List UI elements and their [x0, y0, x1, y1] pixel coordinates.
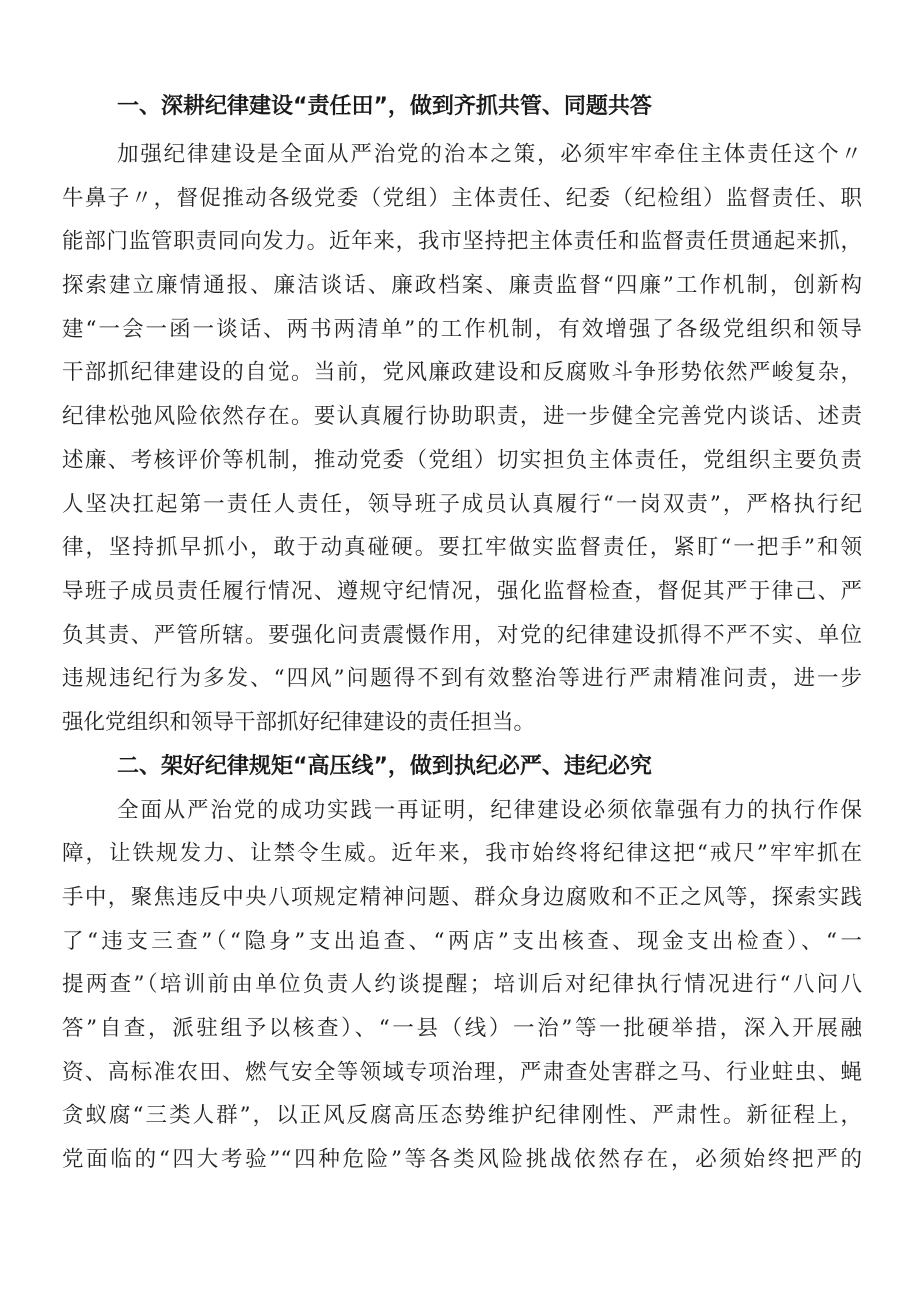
paragraph-line: 了“违支三查”（“隐身”支出追查、“两店”支出核查、现金支出检查）、“一 [62, 928, 862, 954]
paragraph-line: 提两查”（培训前由单位负责人约谈提醒；培训后对纪律执行情况进行“八问八 [62, 972, 862, 998]
paragraph-line: 导班子成员责任履行情况、遵规守纪情况，强化监督检查，督促其严于律己、严 [62, 578, 862, 604]
paragraph-line: 建“一会一函一谈话、两书两清单”的工作机制，有效增强了各级党组织和领导 [62, 316, 862, 342]
paragraph-line: 人坚决扛起第一责任人责任，领导班子成员认真履行“一岗双责”，严格执行纪 [62, 491, 862, 517]
document-page [62, 85, 862, 1182]
paragraph-line: 违规违纪行为多发、“四风”问题得不到有效整治等进行严肃精准问责，进一步 [62, 666, 862, 692]
paragraph-line: 牛鼻子〃，督促推动各级党委（党组）主体责任、纪委（纪检组）监督责任、职 [62, 185, 862, 211]
paragraph-line: 贪蚁腐“三类人群”，以正风反腐高压态势维护纪律刚性、严肃性。新征程上， [62, 1103, 862, 1129]
paragraph-line: 述廉、考核评价等机制，推动党委（党组）切实担负主体责任，党组织主要负责 [62, 447, 862, 473]
paragraph-line: 能部门监管职责同向发力。近年来，我市坚持把主体责任和监督责任贯通起来抓， [62, 229, 862, 255]
paragraph-line: 手中，聚焦违反中央八项规定精神问题、群众身边腐败和不正之风等，探索实践 [62, 885, 862, 910]
paragraph-line: 探索建立廉情通报、廉洁谈话、廉政档案、廉责监督“四廉”工作机制，创新构 [62, 273, 862, 299]
paragraph-line: 党面临的“四大考验”“四种危险”等各类风险挑战依然存在，必须始终把严的 [62, 1147, 862, 1173]
paragraph-line: 障，让铁规发力、让禁令生威。近年来，我市始终将纪律这把“戒尺”牢牢抓在 [62, 841, 862, 867]
paragraph-line: 加强纪律建设是全面从严治党的治本之策，必须牢牢牵住主体责任这个〃 [117, 142, 862, 167]
section-1-paragraph [62, 133, 862, 745]
paragraph-line: 纪律松弛风险依然存在。要认真履行协助职责，进一步健全完善党内谈话、述责 [62, 404, 862, 430]
section-heading-1: 一、深耕纪律建设“责任田”，做到齐抓共管、同题共答 [117, 94, 652, 119]
paragraph-line: 干部抓纪律建设的自觉。当前，党风廉政建设和反腐败斗争形势依然严峻复杂， [62, 360, 862, 386]
paragraph-line: 全面从严治党的成功实践一再证明，纪律建设必须依靠强有力的执行作保 [117, 797, 862, 823]
paragraph-line: 答”自查，派驻组予以核查）、“一县（线）一治”等一批硬举措，深入开展融 [62, 1016, 862, 1042]
paragraph-line: 资、高标准农田、燃气安全等领域专项治理，严肃查处害群之马、行业蛀虫、蝇 [62, 1059, 862, 1085]
section-heading-2: 二、架好纪律规矩“高压线”，做到执纪必严、违纪必究 [117, 753, 652, 779]
paragraph-line: 负其责、严管所辖。要强化问责震慑作用，对党的纪律建设抓得不严不实、单位 [62, 622, 862, 648]
paragraph-line: 律，坚持抓早抓小，敢于动真碰硬。要扛牢做实监督责任，紧盯“一把手”和领 [62, 535, 862, 561]
section-2-paragraph [62, 789, 862, 1182]
paragraph-line: 强化党组织和领导干部抓好纪律建设的责任担当。 [62, 709, 536, 735]
